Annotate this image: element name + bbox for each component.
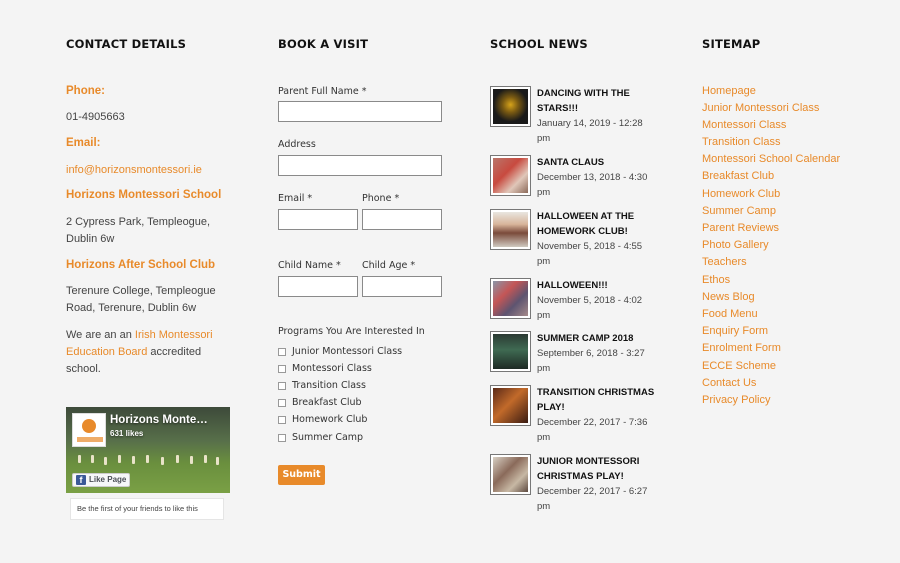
sitemap-link-contact-us[interactable]: Contact Us [702,377,757,389]
email-field-label: Email * [278,193,313,204]
news-date: pm [537,256,551,267]
parent-name-input[interactable] [278,101,442,122]
accreditation-line-1 [66,327,213,344]
sitemap-link-montessori-class[interactable]: Montessori Class [702,119,787,131]
facebook-likes-count: 631 likes [110,429,144,438]
sitemap-link-homework-club[interactable]: Homework Club [702,188,781,200]
sitemap-link-news-blog[interactable]: News Blog [702,291,755,303]
sitemap-link-ecce-scheme[interactable]: ECCE Scheme [702,360,776,372]
email-link[interactable]: info@horizonsmontessori.ie [66,164,202,176]
news-title[interactable]: SUMMER CAMP 2018 [537,333,634,344]
news-date: November 5, 2018 - 4:02 [537,295,643,306]
sitemap-link-teachers[interactable]: Teachers [702,256,747,268]
news-date: pm [537,187,551,198]
checkbox[interactable] [278,382,286,390]
program-option[interactable]: Summer Camp [278,432,363,443]
sitemap-link-enquiry-form[interactable]: Enquiry Form [702,325,769,337]
program-option[interactable]: Montessori Class [278,363,372,374]
child-age-label: Child Age * [362,260,416,271]
sitemap-link-food-menu[interactable]: Food Menu [702,308,758,320]
news-thumbnail[interactable] [490,454,531,495]
child-name-label: Child Name * [278,260,341,271]
sitemap-link-ethos[interactable]: Ethos [702,274,731,286]
sitemap-link-calendar[interactable]: Montessori School Calendar [702,153,841,165]
checkbox[interactable] [278,348,286,356]
accreditation-line-2 [66,344,201,361]
news-date: November 5, 2018 - 4:55 [537,241,643,252]
news-thumbnail[interactable] [490,331,531,372]
news-title[interactable]: CHRISTMAS PLAY! [537,471,624,482]
email-input[interactable] [278,209,358,230]
news-title[interactable]: STARS!!! [537,103,578,114]
phone-label: Phone: [66,85,105,97]
news-date: pm [537,501,551,512]
school-name-label: Horizons Montessori School [66,189,222,201]
facebook-page-widget[interactable] [66,407,230,525]
news-thumbnail[interactable] [490,385,531,426]
school-address-line-1: 2 Cypress Park, Templeogue, [66,216,211,228]
address-input[interactable] [278,155,442,176]
news-date: January 14, 2019 - 12:28 [537,118,643,129]
club-address-line-2: Road, Terenure, Dublin 6w [66,302,197,314]
sitemap-link-photo-gallery[interactable]: Photo Gallery [702,239,769,251]
program-option[interactable]: Homework Club [278,414,367,425]
news-date: pm [537,133,551,144]
address-label: Address [278,139,316,150]
news-date: September 6, 2018 - 3:27 [537,348,645,359]
checkbox[interactable] [278,416,286,424]
news-date: December 22, 2017 - 7:36 [537,417,648,428]
school-logo-icon[interactable] [72,413,106,447]
news-thumbnail[interactable] [490,86,531,127]
news-date: pm [537,363,551,374]
program-option[interactable]: Breakfast Club [278,397,362,408]
sitemap-link-breakfast-club[interactable]: Breakfast Club [702,170,775,182]
news-thumbnail[interactable] [490,209,531,250]
sitemap-link-homepage[interactable]: Homepage [702,85,756,97]
programs-label: Programs You Are Interested In [278,326,425,337]
book-visit-heading: BOOK A VISIT [278,37,369,51]
news-date: pm [537,432,551,443]
phone-field-label: Phone * [362,193,400,204]
submit-button[interactable]: Submit [278,465,325,485]
news-title[interactable]: HALLOWEEN!!! [537,280,608,291]
club-name-label: Horizons After School Club [66,259,216,271]
child-name-input[interactable] [278,276,358,297]
sitemap-link-junior-montessori[interactable]: Junior Montessori Class [702,102,820,114]
parent-name-label: Parent Full Name * [278,86,367,97]
news-title[interactable]: PLAY! [537,402,565,413]
news-title[interactable]: SANTA CLAUS [537,157,605,168]
sitemap-link-transition-class[interactable]: Transition Class [702,136,781,148]
imeb-link-part-1[interactable]: Irish Montessori [134,329,213,341]
sitemap-link-parent-reviews[interactable]: Parent Reviews [702,222,780,234]
cover-photo-children [66,455,230,465]
sitemap-link-summer-camp[interactable]: Summer Camp [702,205,776,217]
accreditation-line-3: school. [66,363,101,375]
program-option[interactable]: Junior Montessori Class [278,346,402,357]
facebook-like-page-button[interactable]: f Like Page [72,473,130,487]
news-date: December 22, 2017 - 6:27 [537,486,648,497]
news-date: December 13, 2018 - 4:30 [537,172,648,183]
news-title[interactable]: DANCING WITH THE [537,88,630,99]
accreditation-text-2: accredited [150,346,202,358]
contact-heading: CONTACT DETAILS [66,37,187,51]
facebook-page-name[interactable]: Horizons Monte… [110,414,208,426]
school-address-line-2: Dublin 6w [66,233,115,245]
facebook-friends-text: Be the first of your friends to like this [70,498,224,520]
news-title[interactable]: JUNIOR MONTESSORI [537,456,640,467]
sitemap-link-enrolment-form[interactable]: Enrolment Form [702,342,781,354]
program-option[interactable]: Transition Class [278,380,366,391]
news-title[interactable]: HALLOWEEN AT THE [537,211,635,222]
checkbox[interactable] [278,434,286,442]
sitemap-heading: SITEMAP [702,37,761,51]
imeb-link-part-2[interactable]: Education Board [66,346,148,358]
accreditation-text: We are an an [66,329,132,341]
phone-value: 01-4905663 [66,111,125,123]
news-thumbnail[interactable] [490,155,531,196]
sitemap-link-privacy-policy[interactable]: Privacy Policy [702,394,771,406]
news-thumbnail[interactable] [490,278,531,319]
checkbox[interactable] [278,365,286,373]
email-label: Email: [66,137,101,149]
phone-input[interactable] [362,209,442,230]
news-title[interactable]: HOMEWORK CLUB! [537,226,628,237]
facebook-cover-photo[interactable] [66,407,230,493]
checkbox[interactable] [278,399,286,407]
school-news-heading: SCHOOL NEWS [490,37,588,51]
news-date: pm [537,310,551,321]
child-age-input[interactable] [362,276,442,297]
club-address-line-1: Terenure College, Templeogue [66,285,216,297]
news-title[interactable]: TRANSITION CHRISTMAS [537,387,655,398]
